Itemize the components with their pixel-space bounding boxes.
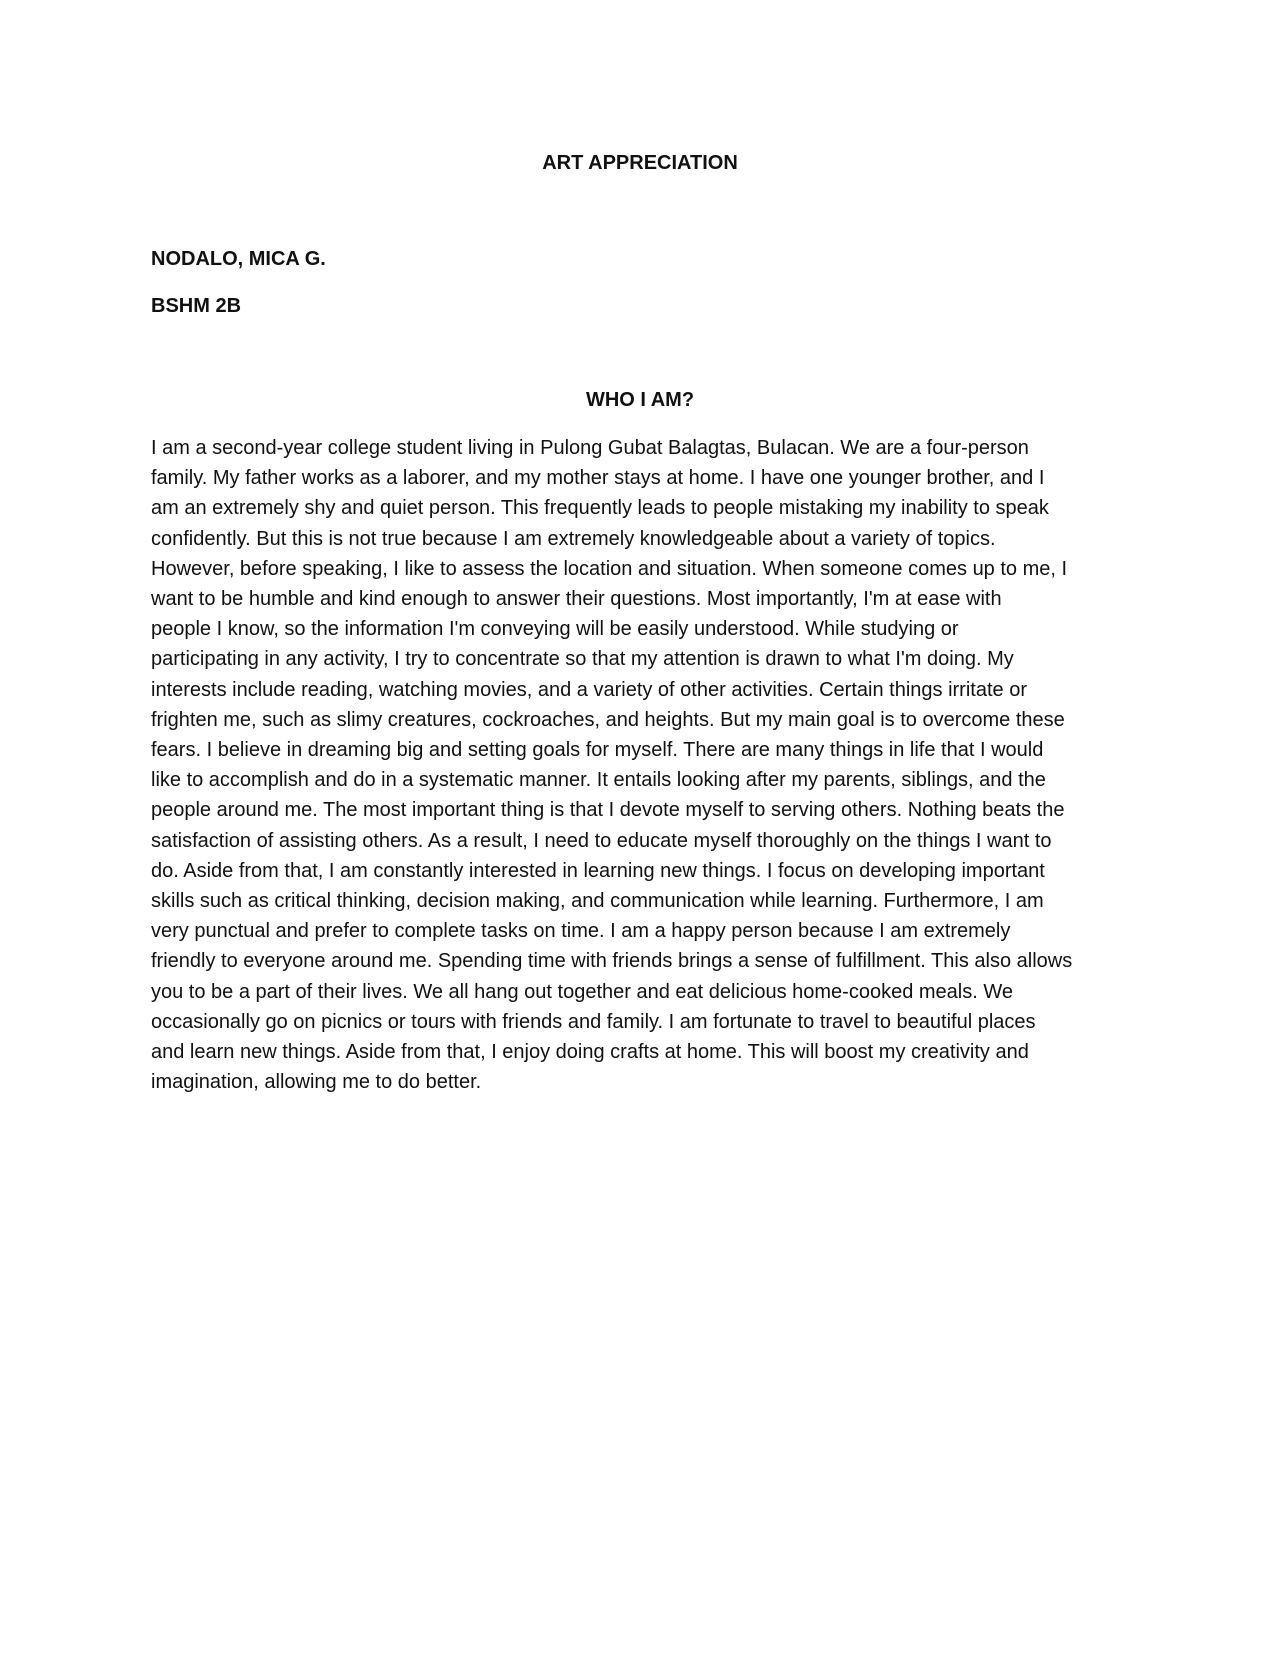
essay-line: imagination, allowing me to do better.	[151, 1071, 482, 1094]
essay-line: and learn new things. Aside from that, I enjoy doing crafts at home. This will boost my creativity and	[151, 1041, 1029, 1064]
student-section: BSHM 2B	[151, 295, 242, 317]
essay-line: very punctual and prefer to complete tasks on time. I am a happy person because I am extremely	[151, 920, 1011, 943]
essay-line: participating in any activity, I try to concentrate so that my attention is drawn to what I'm doing. My	[151, 648, 1014, 671]
essay-body	[151, 433, 1141, 1097]
essay-line: frighten me, such as slimy creatures, cockroaches, and heights. But my main goal is to overcome these	[151, 708, 1065, 731]
essay-line: like to accomplish and do in a systematic manner. It entails looking after my parents, siblings, and the	[151, 769, 1046, 792]
essay-line: you to be a part of their lives. We all hang out together and eat delicious home-cooked meals. We	[151, 980, 1013, 1003]
essay-line: do. Aside from that, I am constantly interested in learning new things. I focus on developing important	[151, 859, 1045, 882]
essay-title: WHO I AM?	[585, 389, 695, 411]
essay-line: people I know, so the information I'm conveying will be easily understood. While studying or	[151, 618, 959, 641]
essay-line: people around me. The most important thing is that I devote myself to serving others. Nothing beats the	[151, 799, 1065, 822]
essay-line: occasionally go on picnics or tours with friends and family. I am fortunate to travel to beautiful places	[151, 1010, 1036, 1033]
course-title: ART APPRECIATION	[542, 152, 738, 174]
essay-line: fears. I believe in dreaming big and setting goals for myself. There are many things in life that I would	[151, 739, 1044, 762]
essay-line: skills such as critical thinking, decision making, and communication while learning. Furthermore, I am	[151, 890, 1044, 913]
essay-line: satisfaction of assisting others. As a result, I need to educate myself thoroughly on the things I want to	[151, 829, 1052, 852]
essay-line: family. My father works as a laborer, and my mother stays at home. I have one younger brother, and I	[151, 467, 1045, 490]
essay-line: am an extremely shy and quiet person. This frequently leads to people mistaking my inability to speak	[151, 497, 1049, 520]
essay-line: confidently. But this is not true because I am extremely knowledgeable about a variety of topics.	[151, 527, 996, 550]
student-name: NODALO, MICA G.	[151, 248, 326, 270]
essay-line: want to be humble and kind enough to answer their questions. Most importantly, I'm at ease with	[151, 588, 1002, 611]
essay-line: I am a second-year college student living in Pulong Gubat Balagtas, Bulacan. We are a four-person	[151, 437, 1029, 459]
essay-line: interests include reading, watching movies, and a variety of other activities. Certain things irritate or	[151, 678, 1027, 701]
essay-line: However, before speaking, I like to assess the location and situation. When someone comes up to me, I	[151, 557, 1068, 580]
essay-line: friendly to everyone around me. Spending time with friends brings a sense of fulfillment. This also allows	[151, 950, 1073, 973]
